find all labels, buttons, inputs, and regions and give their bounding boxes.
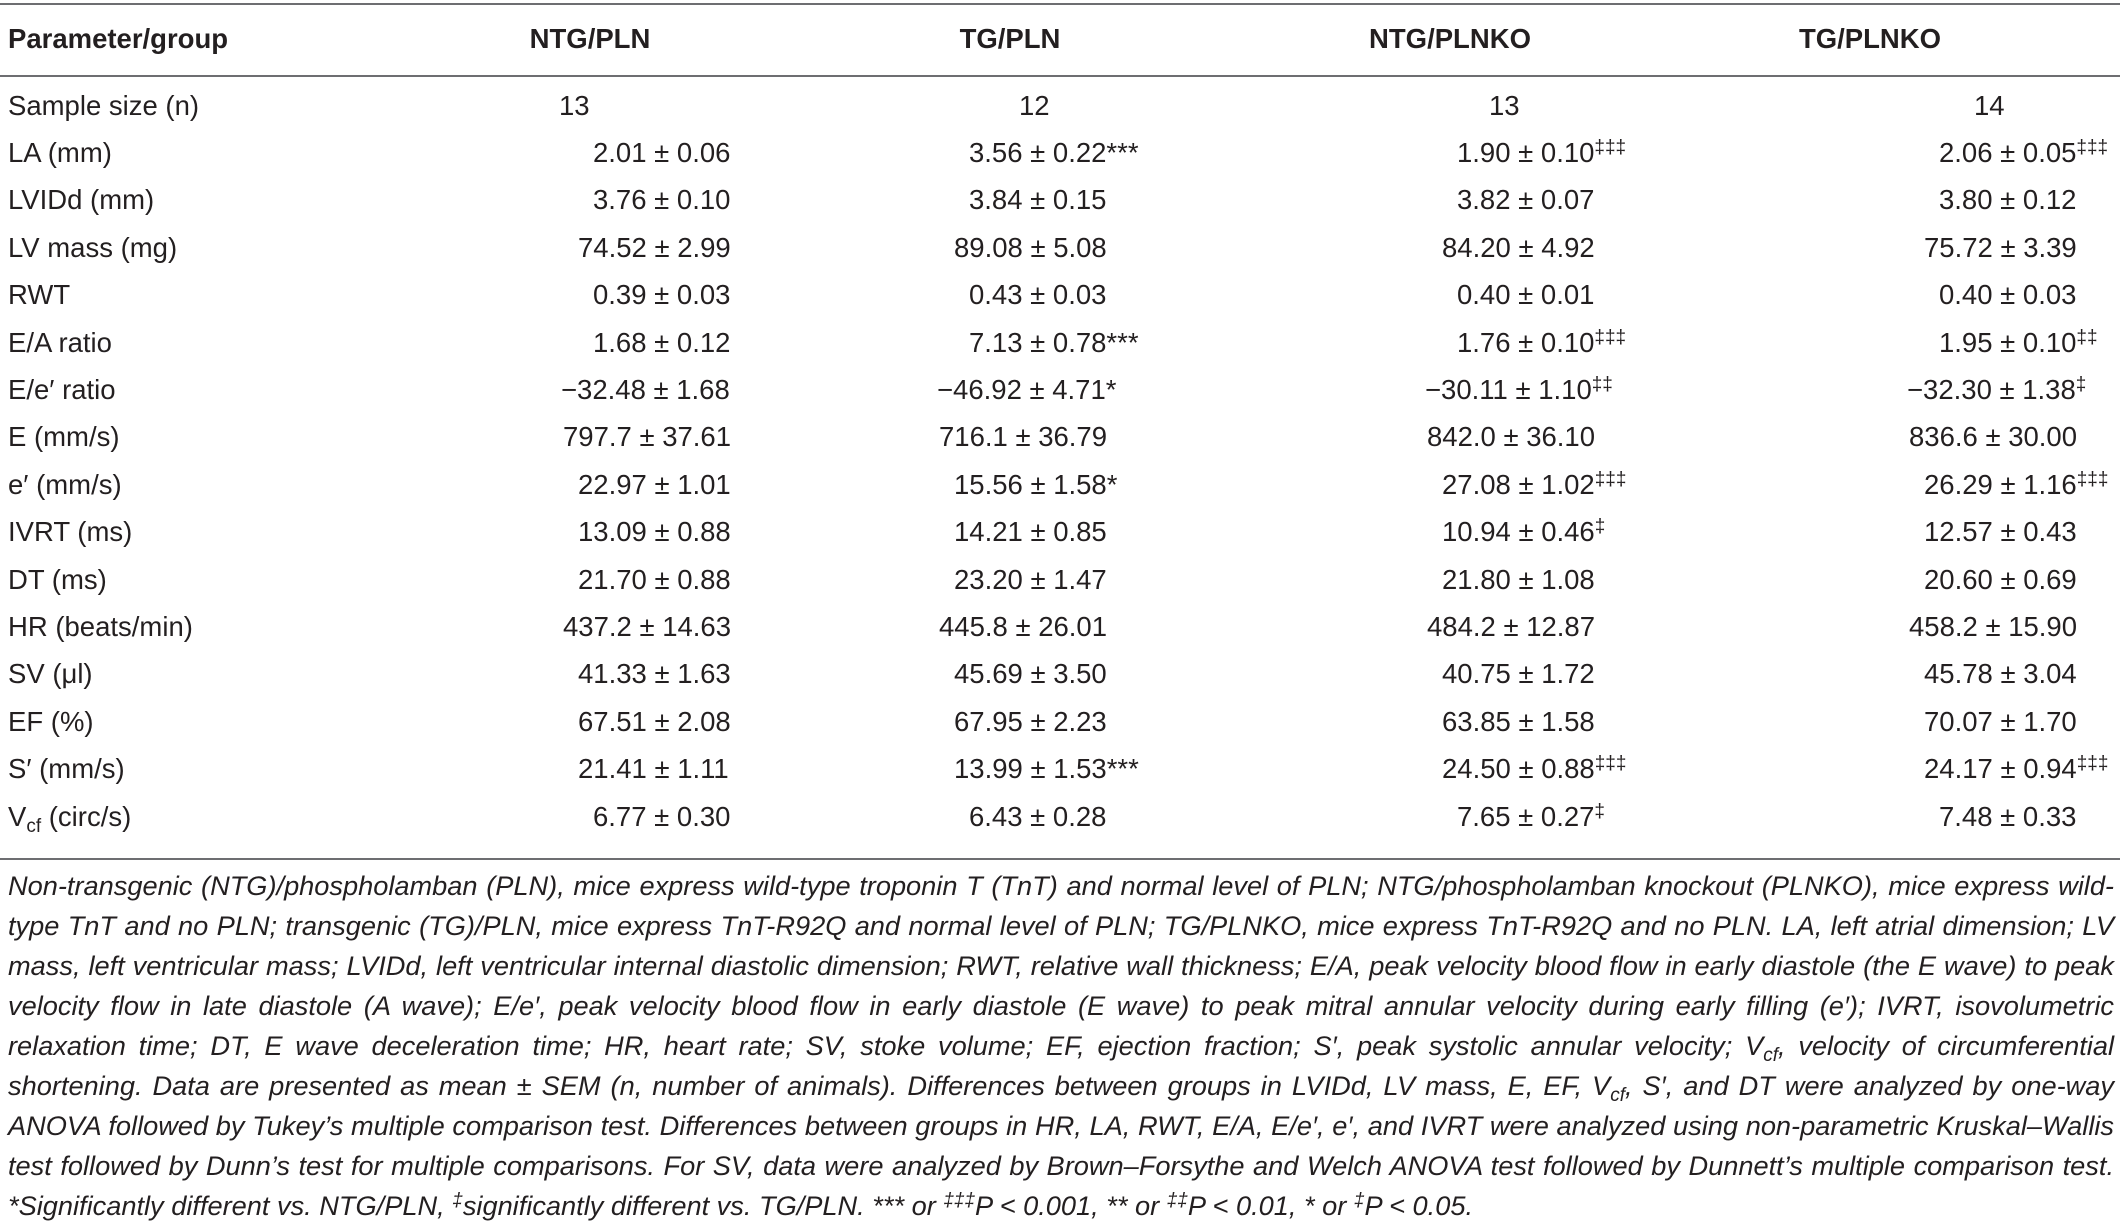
cell-tg-plnko — [1620, 224, 2120, 271]
cell-ntg-pln — [440, 461, 740, 508]
cell-tg-pln — [740, 556, 1280, 603]
cell-tg-plnko — [1620, 461, 2120, 508]
cell-ntg-pln — [440, 78, 740, 129]
cell-tg-pln — [740, 509, 1280, 556]
significance-marker: ‡‡ — [2076, 326, 2098, 348]
parameter-label: LA (mm) — [8, 137, 112, 169]
cell-value: 2.06 ± 0.05 — [1939, 137, 2077, 169]
table-row — [0, 745, 2120, 792]
cell-value: 12 — [1019, 89, 1050, 121]
significance-marker: ‡‡‡ — [2076, 468, 2109, 490]
cell-value: 3.80 ± 0.12 — [1939, 184, 2077, 216]
cell-tg-pln — [740, 224, 1280, 271]
cell-value: 458.2 ± 15.90 — [1909, 610, 2078, 642]
footnote-subscript: cf — [1763, 1045, 1779, 1066]
cell-value: 89.08 ± 5.08 — [954, 231, 1107, 263]
cell-ntg-plnko — [1280, 129, 1627, 176]
cell-value: 842.0 ± 36.10 — [1427, 421, 1596, 453]
cell-value: 40.75 ± 1.72 — [1442, 658, 1595, 690]
cell-value: 21.41 ± 1.11 — [578, 753, 729, 785]
cell-ntg-plnko — [1280, 319, 1627, 366]
cell-value: 14 — [1974, 89, 2005, 121]
cell-ntg-pln — [440, 603, 740, 650]
parameter-label: SV (μl) — [8, 658, 93, 690]
cell-value: 3.84 ± 0.15 — [969, 184, 1107, 216]
cell-value: 1.90 ± 0.10 — [1457, 137, 1595, 169]
cell-tg-pln — [740, 603, 1280, 650]
col-header-ntg-pln: NTG/PLN — [529, 23, 651, 54]
parameter-label: E (mm/s) — [8, 421, 120, 453]
cell-value: 45.78 ± 3.04 — [1924, 658, 2077, 690]
cell-value: 26.29 ± 1.16 — [1924, 468, 2077, 500]
cell-value: 63.85 ± 1.58 — [1442, 705, 1595, 737]
cell-value: 10.94 ± 0.46 — [1442, 516, 1595, 548]
cell-ntg-plnko — [1280, 556, 1620, 603]
row-parameter — [0, 509, 440, 556]
cell-value: 20.60 ± 0.69 — [1924, 563, 2077, 595]
significance-marker: ‡‡ — [1591, 374, 1613, 396]
cell-tg-plnko — [1620, 698, 2120, 745]
cell-value: 24.17 ± 0.94 — [1924, 753, 2077, 785]
cell-ntg-pln — [440, 319, 740, 366]
cell-ntg-plnko — [1280, 272, 1620, 319]
row-parameter — [0, 603, 440, 650]
cell-value: 0.40 ± 0.01 — [1457, 279, 1595, 311]
table-footnote — [8, 866, 2114, 1226]
table-row — [0, 177, 2120, 224]
cell-tg-pln — [740, 461, 1280, 508]
parameter-label: RWT — [8, 279, 71, 311]
cell-value: 75.72 ± 3.39 — [1924, 231, 2077, 263]
cell-value: 24.50 ± 0.88 — [1442, 753, 1595, 785]
cell-value: 7.13 ± 0.78*** — [969, 326, 1139, 358]
footnote-symbol: ‡‡ — [1166, 1190, 1188, 1211]
significance-marker: ‡‡‡ — [2076, 137, 2109, 159]
cell-tg-plnko — [1620, 129, 2120, 176]
table-row — [0, 793, 2120, 840]
cell-ntg-plnko — [1280, 651, 1620, 698]
cell-value: 0.40 ± 0.03 — [1939, 279, 2077, 311]
row-parameter — [0, 366, 440, 413]
table-row — [0, 366, 2120, 413]
table-row — [0, 698, 2120, 745]
cell-tg-plnko — [1620, 509, 2120, 556]
parameter-label: IVRT (ms) — [8, 516, 133, 548]
cell-value: 13 — [1489, 89, 1520, 121]
cell-ntg-pln — [440, 793, 740, 840]
cell-ntg-plnko — [1280, 224, 1620, 271]
parameter-label: HR (beats/min) — [8, 610, 193, 642]
cell-ntg-plnko — [1280, 414, 1620, 461]
parameter-label: DT (ms) — [8, 563, 107, 595]
parameter-label: LV mass (mg) — [8, 231, 178, 263]
cell-tg-pln — [740, 319, 1280, 366]
cell-value: 3.82 ± 0.07 — [1457, 184, 1595, 216]
col-header-ntg-plnko: NTG/PLNKO — [1369, 23, 1531, 54]
cell-tg-plnko — [1620, 745, 2120, 792]
table-row — [0, 78, 2120, 129]
row-parameter — [0, 224, 440, 271]
cell-tg-plnko — [1620, 556, 2120, 603]
cell-tg-plnko — [1620, 319, 2120, 366]
footnote-symbol: ‡ — [452, 1190, 463, 1211]
parameter-label: LVIDd (mm) — [8, 184, 155, 216]
cell-value: 437.2 ± 14.63 — [563, 610, 732, 642]
parameter-label: Sample size (n) — [8, 89, 200, 121]
cell-tg-plnko — [1620, 177, 2120, 224]
cell-value: 12.57 ± 0.43 — [1924, 516, 2077, 548]
cell-ntg-pln — [440, 745, 740, 792]
footnote-part: P < 0.01, * or — [1187, 1190, 1354, 1221]
bottom-rule — [0, 858, 2120, 860]
row-parameter — [0, 745, 440, 792]
footnote-part: P < 0.001, ** or — [975, 1190, 1167, 1221]
cell-ntg-plnko — [1280, 366, 1620, 413]
footnote-symbol: ‡ — [1353, 1190, 1365, 1211]
parameter-label: EF (%) — [8, 705, 94, 737]
row-parameter — [0, 78, 440, 129]
cell-value: 836.6 ± 30.00 — [1909, 421, 2078, 453]
significance-marker: ‡‡‡ — [1594, 753, 1627, 775]
footnote-subscript: cf — [1610, 1085, 1625, 1106]
cell-ntg-pln — [440, 651, 740, 698]
cell-tg-pln — [740, 414, 1280, 461]
cell-tg-plnko — [1620, 272, 2120, 319]
significance-marker: ‡ — [2075, 374, 2087, 396]
cell-value: 14.21 ± 0.85 — [954, 516, 1107, 548]
significance-marker: ‡ — [1594, 800, 1605, 822]
cell-value: 1.95 ± 0.10 — [1939, 326, 2077, 358]
cell-value: 84.20 ± 4.92 — [1442, 231, 1595, 263]
cell-tg-pln — [740, 129, 1280, 176]
cell-value: 6.77 ± 0.30 — [593, 800, 731, 832]
cell-value: 67.95 ± 2.23 — [954, 705, 1107, 737]
cell-tg-pln — [740, 793, 1280, 840]
cell-value: 0.39 ± 0.03 — [593, 279, 731, 311]
cell-tg-pln — [740, 366, 1280, 413]
table-row — [0, 414, 2120, 461]
cell-tg-pln — [740, 745, 1280, 792]
cell-tg-pln — [740, 78, 1280, 129]
significance-marker: ‡‡‡ — [2076, 753, 2109, 775]
cell-value: 70.07 ± 1.70 — [1924, 705, 2077, 737]
cell-value: 15.56 ± 1.58* — [954, 468, 1118, 500]
cell-ntg-pln — [440, 509, 740, 556]
cell-ntg-plnko — [1280, 793, 1620, 840]
row-parameter — [0, 177, 440, 224]
table-row — [0, 129, 2120, 176]
cell-value: 74.52 ± 2.99 — [578, 231, 731, 263]
cell-value: −30.11 ± 1.10 — [1425, 374, 1592, 406]
cell-value: 23.20 ± 1.47 — [954, 563, 1107, 595]
parameter-subscript: cf — [26, 815, 42, 837]
cell-tg-plnko — [1620, 793, 2120, 840]
parameter-label: E/A ratio — [8, 326, 112, 358]
row-parameter — [0, 319, 440, 366]
cell-ntg-plnko — [1280, 177, 1620, 224]
cell-value: 716.1 ± 36.79 — [939, 421, 1108, 453]
cell-value: 0.43 ± 0.03 — [969, 279, 1107, 311]
significance-marker: ‡‡‡ — [1594, 137, 1627, 159]
table-row — [0, 319, 2120, 366]
cell-value: 45.69 ± 3.50 — [954, 658, 1107, 690]
cell-ntg-pln — [440, 556, 740, 603]
cell-ntg-pln — [440, 224, 740, 271]
cell-ntg-pln — [440, 414, 740, 461]
table-row — [0, 224, 2120, 271]
cell-value: 27.08 ± 1.02 — [1442, 468, 1595, 500]
cell-value: −46.92 ± 4.71* — [937, 374, 1117, 406]
cell-ntg-plnko — [1280, 698, 1620, 745]
cell-ntg-pln — [440, 366, 740, 413]
row-parameter — [0, 272, 440, 319]
row-parameter — [0, 414, 440, 461]
cell-tg-plnko — [1620, 366, 2120, 413]
cell-value: 3.76 ± 0.10 — [593, 184, 731, 216]
significance-marker: ‡‡‡ — [1594, 326, 1627, 348]
table-row — [0, 603, 2120, 650]
cell-value: −32.48 ± 1.68 — [561, 374, 730, 406]
cell-tg-pln — [740, 177, 1280, 224]
cell-tg-pln — [740, 651, 1280, 698]
footnote-part: P < 0.05. — [1364, 1190, 1474, 1221]
cell-ntg-pln — [440, 272, 740, 319]
cell-ntg-plnko — [1280, 509, 1620, 556]
cell-value: 41.33 ± 1.63 — [578, 658, 731, 690]
cell-value: 67.51 ± 2.08 — [578, 705, 731, 737]
cell-value: 3.56 ± 0.22*** — [969, 137, 1139, 169]
cell-value: 445.8 ± 26.01 — [939, 610, 1108, 642]
header-row — [0, 0, 2120, 78]
parameter-label: e′ (mm/s) — [8, 468, 122, 500]
cell-value: 21.70 ± 0.88 — [578, 563, 731, 595]
cell-tg-plnko — [1620, 603, 2120, 650]
cell-value: 13 — [559, 89, 590, 121]
cell-value: 2.01 ± 0.06 — [593, 137, 731, 169]
row-parameter — [0, 793, 440, 840]
parameter-label: S′ (mm/s) — [8, 753, 125, 785]
parameter-label: V — [8, 800, 27, 832]
table-row — [0, 272, 2120, 319]
cell-value: 1.76 ± 0.10 — [1457, 326, 1595, 358]
cell-ntg-plnko — [1280, 78, 1620, 129]
footnote-part: , velocity of circumferential shortening. Data are presented as mean ± SEM (n, number of animals). Differences between groups in LVIDd, LV mass, E, EF, V — [8, 1030, 2114, 1101]
cell-value: 7.48 ± 0.33 — [1939, 800, 2077, 832]
significance-marker: ‡ — [1594, 516, 1606, 538]
table-row — [0, 509, 2120, 556]
table-row — [0, 651, 2120, 698]
cell-ntg-plnko — [1280, 603, 1620, 650]
row-parameter — [0, 461, 440, 508]
footnote-part: significantly different vs. TG/PLN. *** or — [462, 1190, 944, 1221]
cell-ntg-plnko — [1280, 461, 1627, 508]
cell-value: 797.7 ± 37.61 — [563, 421, 732, 453]
cell-ntg-pln — [440, 177, 740, 224]
cell-value: 1.68 ± 0.12 — [593, 326, 731, 358]
row-parameter — [0, 651, 440, 698]
cell-tg-plnko — [1620, 78, 2120, 129]
cell-value: 13.99 ± 1.53*** — [954, 753, 1139, 785]
parameter-label-unit: (circ/s) — [41, 800, 132, 832]
col-header-tg-plnko: TG/PLNKO — [1798, 23, 1942, 54]
cell-ntg-pln — [440, 129, 740, 176]
cell-tg-plnko — [1620, 651, 2120, 698]
row-parameter — [0, 129, 440, 176]
cell-value: −32.30 ± 1.38 — [1907, 374, 2076, 406]
cell-value: 7.65 ± 0.27 — [1457, 800, 1595, 832]
row-parameter — [0, 556, 440, 603]
cell-ntg-plnko — [1280, 745, 1627, 792]
cell-value: 484.2 ± 12.87 — [1427, 610, 1596, 642]
cell-value: 6.43 ± 0.28 — [969, 800, 1107, 832]
cell-value: 22.97 ± 1.01 — [578, 468, 731, 500]
table-row — [0, 461, 2120, 508]
parameter-label: E/e′ ratio — [8, 374, 116, 406]
cell-value: 13.09 ± 0.88 — [578, 516, 731, 548]
footnote-part: , S′, and DT were analyzed by one-way ANOVA followed by Tukey’s multiple comparison test. Differences between groups in HR, LA, RWT, E/A, E/e′, e′, and IVRT were analyzed using non-parametric Kruskal–Wallis test followed by Dunn’s test for multiple comparisons. For SV, data were analyzed by Brown–Forsythe and Welch ANOVA test followed by Dunnett’s multiple comparison test. *Significantly different vs. NTG/PLN, — [8, 1070, 2114, 1221]
cell-tg-pln — [740, 698, 1280, 745]
col-header-tg-pln: TG/PLN — [959, 23, 1061, 54]
cell-tg-plnko — [1620, 414, 2120, 461]
cell-value: 21.80 ± 1.08 — [1442, 563, 1595, 595]
footnote-symbol: ‡‡‡ — [943, 1190, 976, 1211]
row-parameter — [0, 698, 440, 745]
cell-tg-pln — [740, 272, 1280, 319]
table-row — [0, 556, 2120, 603]
significance-marker: ‡‡‡ — [1594, 468, 1627, 490]
cell-ntg-pln — [440, 698, 740, 745]
footnote-part: Non-transgenic (NTG)/phospholamban (PLN), mice express wild-type troponin T (TnT) and normal level of PLN; NTG/phospholamban knockout (PLNKO), mice express wild-type TnT and no PLN; transgenic (TG)/PLN, mice express TnT-R92Q and normal level of PLN; TG/PLNKO, mice express TnT-R92Q and no PLN. LA, left atrial dimension; LV mass, left ventricular mass; LVIDd, left ventricular internal diastolic dimension; RWT, relative wall thickness; E/A, peak velocity blood flow in early diastole (the E wave) to peak velocity flow in late diastole (A wave); E/e′, peak velocity blood flow in early diastole (E wave) to peak mitral annular velocity during early filling (e′); IVRT, isovolumetric relaxation time; DT, E wave deceleration time; HR, heart rate; SV, stoke volume; EF, ejection fraction; S′, peak systolic annular velocity; V — [8, 870, 2114, 1061]
col-header-parameter: Parameter/group — [8, 23, 229, 54]
